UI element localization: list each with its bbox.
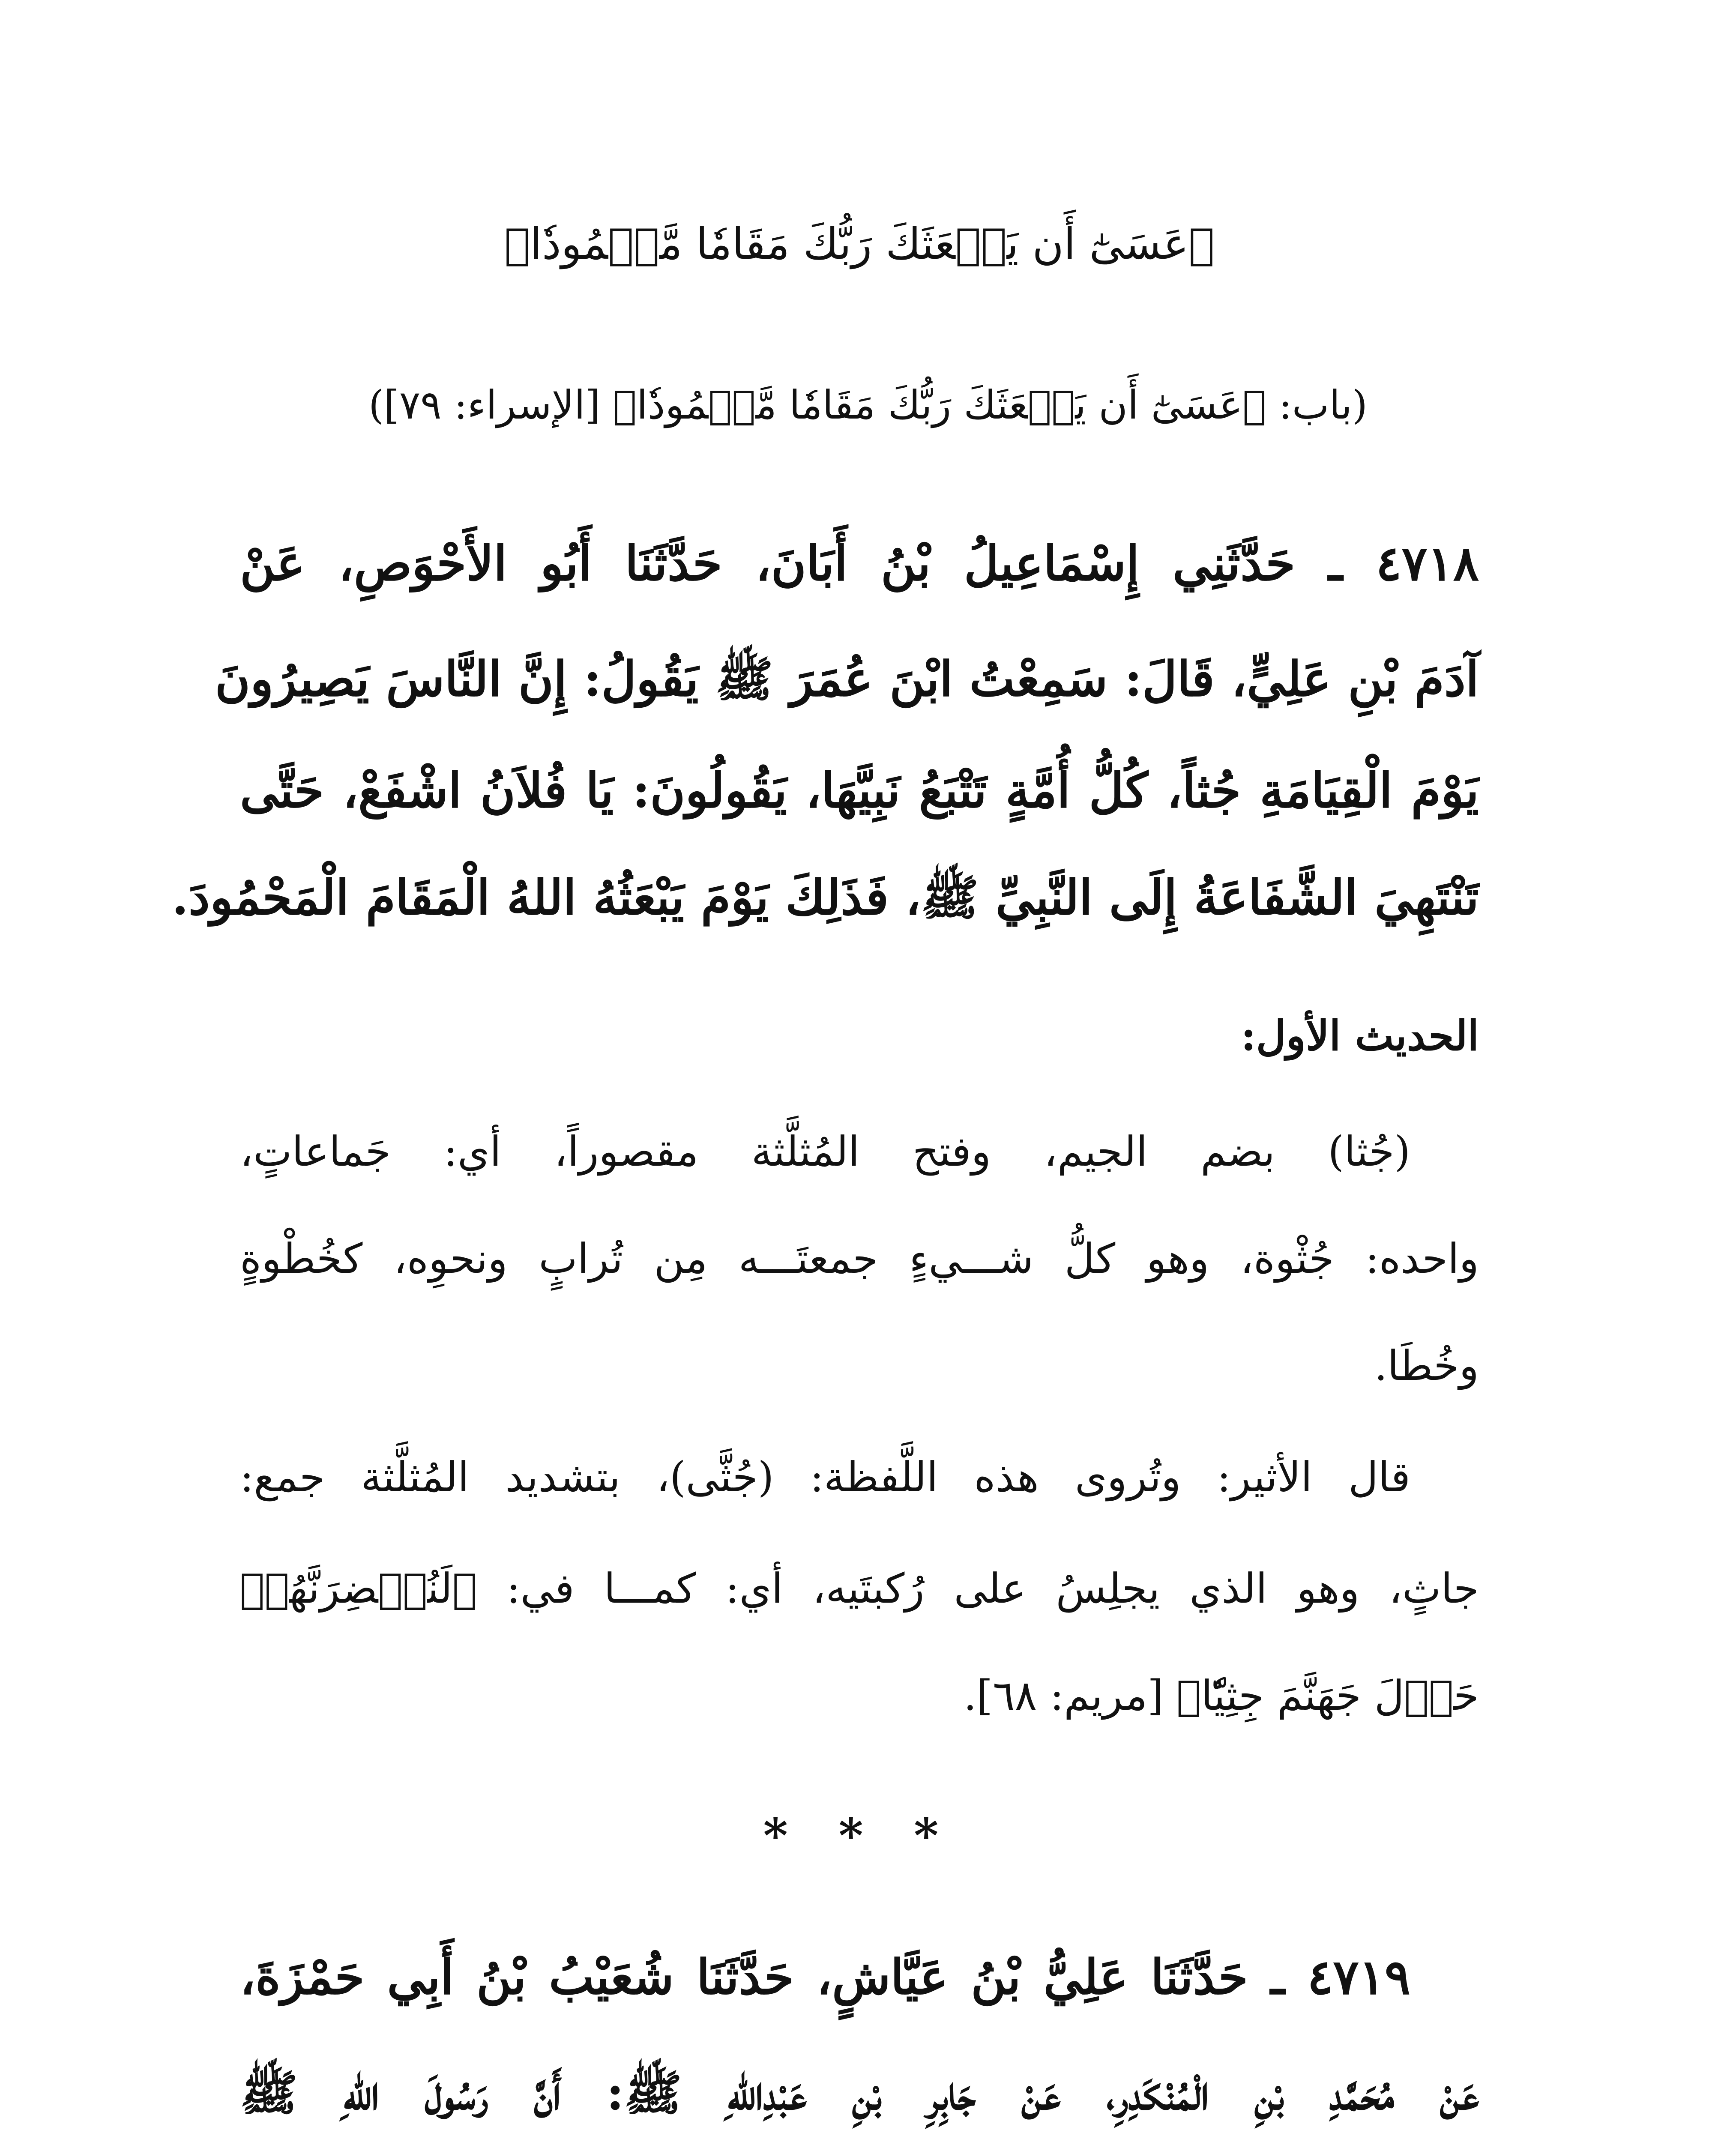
commentary-para2-line-1: قال الأثير: وتُروى هذه اللَّفظة: (جُثَّى)، بتشديد المُثلَّثة جمع:: [240, 1453, 1410, 1501]
hadith-4718-line-1: ٤٧١٨ ـ حَدَّثَنِي إِسْمَاعِيلُ بْنُ أَبَانَ، حَدَّثَنَا أَبُو الأَحْوَصِ، عَنْ: [240, 536, 1479, 592]
hadith-4718-line-4: تَنْتَهِيَ الشَّفَاعَةُ إِلَى النَّبِيِّ ﷺ، فَذَلِكَ يَوْمَ يَبْعَثُهُ اللهُ الْمَقَامَ الْمَحْمُودَ.: [171, 870, 1479, 926]
hadith-4719-line-2: عَنْ مُحَمَّدِ بْنِ الْمُنْكَدِرِ، عَنْ جَابِرِ بْنِ عَبْدِاللهِ ﷺ: أَنَّ رَسُولَ اللهِ ﷺ: [240, 2065, 1479, 2121]
hadith-4718-line-3: يَوْمَ الْقِيَامَةِ جُثاً، كُلُّ أُمَّةٍ تَتْبَعُ نَبِيَّهَا، يَقُولُونَ: يَا فُلاَنُ اشْفَعْ، حَتَّى: [240, 763, 1479, 819]
commentary-para2-line-2: جاثٍ، وهو الذي يجلِسُ على رُكبتَيه، أي: كمـــا في: ﴿لَنُحۡضِرَنَّهُمۡ: [240, 1565, 1479, 1612]
chapter-title: (باب: ﴿عَسَىٰٓ أَن يَبۡعَثَكَ رَبُّكَ مَقَامٗا مَّحۡمُودٗا﴾ [الإسراء: ٧٩]): [368, 382, 1368, 428]
hadith-4719-line-1: ٤٧١٩ ـ حَدَّثَنَا عَلِيُّ بْنُ عَيَّاشٍ، حَدَّثَنَا شُعَيْبُ بْنُ أَبِي حَمْزَةَ،: [240, 1949, 1410, 2005]
section-separator: * * *: [763, 1808, 956, 1863]
page-heading-verse: ﴿عَسَىٰٓ أَن يَبۡعَثَكَ رَبُّكَ مَقَامٗا مَّحۡمُودٗا﴾: [504, 219, 1215, 269]
commentary-section-title: الحديث الأول:: [1241, 1011, 1479, 1060]
commentary-para1-line-1: (جُثا) بضم الجيم، وفتح المُثلَّثة مقصوراً، أي: جَماعاتٍ،: [240, 1128, 1410, 1176]
commentary-para1-line-2: واحده: جُثْوة، وهو كلُّ شـــيءٍ جمعتَـــه مِن تُرابٍ ونحوِه، كخُطْوةٍ: [240, 1235, 1479, 1283]
commentary-para1-line-3: وخُطَا.: [1374, 1342, 1479, 1390]
hadith-4718-line-2: آدَمَ بْنِ عَلِيٍّ، قَالَ: سَمِعْتُ ابْنَ عُمَرَ ﷺ يَقُولُ: إِنَّ النَّاسَ يَصِيرُونَ: [215, 651, 1479, 707]
commentary-para2-line-3: حَوۡلَ جَهَنَّمَ جِثِيّٗا﴾ [مريم: ٦٨].: [964, 1672, 1479, 1720]
